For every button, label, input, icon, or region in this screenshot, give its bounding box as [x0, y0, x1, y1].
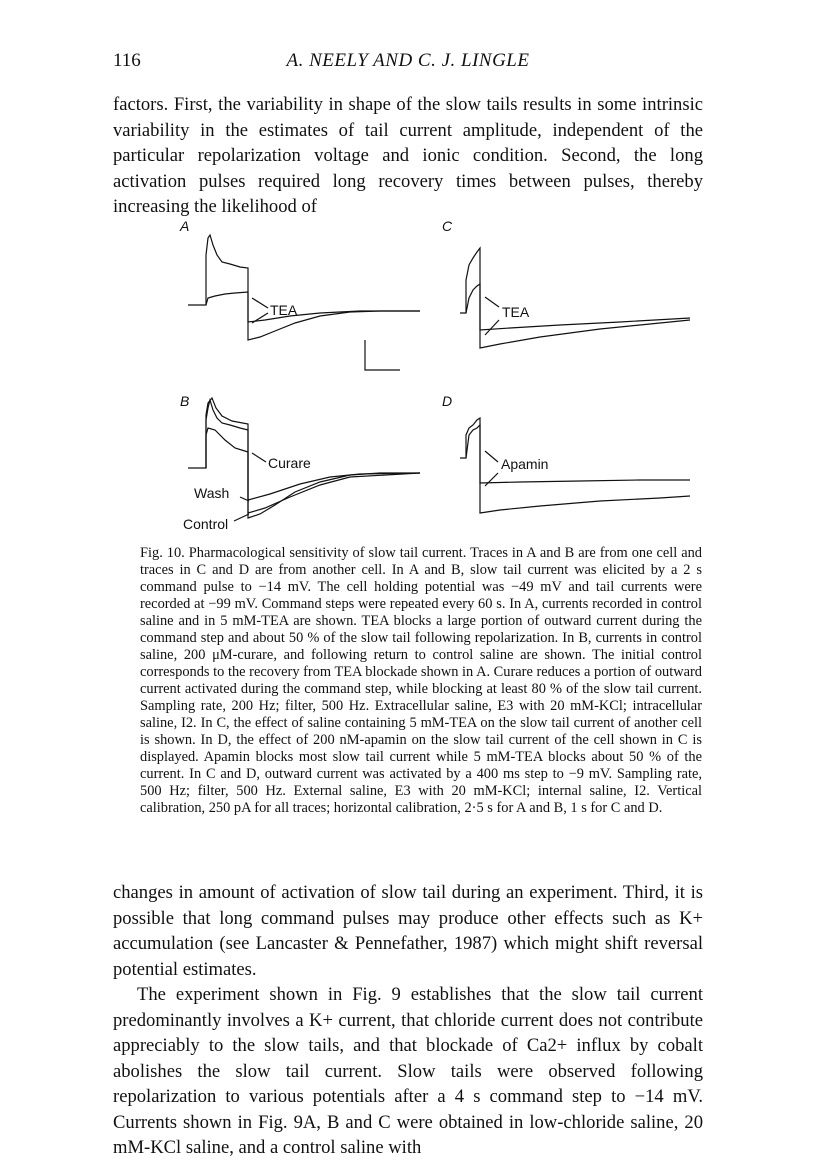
label-b-wash: Wash — [194, 485, 230, 501]
arrow-d-upper — [485, 451, 498, 462]
trace-b-curare — [206, 428, 420, 500]
arrow-c-upper — [485, 297, 499, 307]
trace-c-control — [460, 248, 690, 348]
paragraph-top — [113, 92, 703, 220]
panel-label-a: A — [180, 218, 190, 234]
label-a-tea: TEA — [270, 302, 298, 318]
paragraph-top-text: factors. First, the variability in shape of the slow tails results in some intrinsic variability in the estimates of tail current amplitude, independent of the particular repolarization voltage and ionic condition. Second, the long activation pulses required long recovery times between pulses, thereby increasing the likelihood of — [113, 94, 703, 217]
label-d-apamin: Apamin — [501, 456, 549, 472]
running-head: A. NEELY AND C. J. LINGLE — [286, 50, 530, 71]
trace-b-wash — [206, 398, 420, 513]
paragraph-bottom — [113, 880, 703, 1161]
paragraph-bottom-1: changes in amount of activation of slow tail during an experiment. Third, it is possible that long command pulses may produce other effects such as K+ accumulation (see Lancaster & Pennefather, 1987) which might shift reversal potential estimates. — [113, 882, 703, 980]
arrow-b-control — [234, 514, 249, 521]
panel-label-d: D — [442, 393, 453, 409]
calibration-bar — [365, 340, 400, 370]
paragraph-bottom-2: The experiment shown in Fig. 9 establishes that the slow tail current predominantly involves a K+ current, that chloride current does not contribute appreciably to the slow tails, and that blockade of Ca2+ influx by cobalt abolishes the slow tail current. Slow tails were observed following repolarization to various potentials after a 4 s command step to −14 mV. Currents shown in Fig. 9A, B and C were obtained in low-chloride saline, 20 mM-KCl saline, and a control saline with — [113, 984, 703, 1158]
page-header — [113, 50, 703, 80]
figure-caption-text: Fig. 10. Pharmacological sensitivity of slow tail current. Traces in A and B are from one cell and traces in C and D are from another cell. In A and B, slow tail current was elicited by a 2 s command pulse to −14 mV. The cell holding potential was −49 mV and tail currents were recorded at −99 mV. Command steps were repeated every 60 s. In A, currents recorded in control saline and in 5 mM-TEA are shown. TEA blocks a large portion of outward current during the command step and about 50 % of the slow tail following repolarization. In B, currents in control saline, 200 μM-curare, and following return to control saline are shown. The initial control corresponds to the recovery from TEA blockade shown in A. Curare reduces a portion of outward current activated during the command step, while blocking at least 80 % of the slow tail current. Sampling rate, 200 Hz; filter, 500 Hz. Extracellular saline, E3 with 20 mM-KCl; intracellular saline, I2. In C, the effect of saline containing 5 mM-TEA on the slow tail current of another cell is shown. In D, the effect of 200 nM-apamin on the slow tail current of the cell shown in C is displayed. Apamin blocks most slow tail current while 5 mM-TEA blocks about 50 % of the current. In C and D, outward current was activated by a 400 ms step to −9 mV. Sampling rate, 500 Hz; filter, 500 Hz. External saline, E3 with 20 mM-KCl; internal saline, I2. Vertical calibration, 250 pA for all traces; horizontal calibration, 2·5 s for A and B, 1 s for C and D. — [140, 545, 702, 816]
panel-label-c: C — [442, 218, 453, 234]
figure-10 — [160, 210, 720, 540]
arrow-d-lower — [485, 473, 498, 486]
label-b-control: Control — [183, 516, 229, 532]
trace-a-control — [188, 235, 420, 340]
trace-d-apamin — [466, 425, 690, 483]
figure-caption — [140, 545, 702, 817]
page-number: 116 — [113, 50, 141, 71]
trace-d-control — [460, 418, 690, 513]
arrow-a-upper — [252, 298, 268, 308]
panel-label-b: B — [180, 393, 190, 409]
arrow-a-lower — [252, 313, 268, 323]
arrow-c-lower — [485, 320, 499, 335]
figure-traces — [160, 210, 720, 540]
label-b-curare: Curare — [268, 455, 311, 471]
label-c-tea: TEA — [502, 304, 530, 320]
arrow-b-curare — [252, 453, 266, 462]
